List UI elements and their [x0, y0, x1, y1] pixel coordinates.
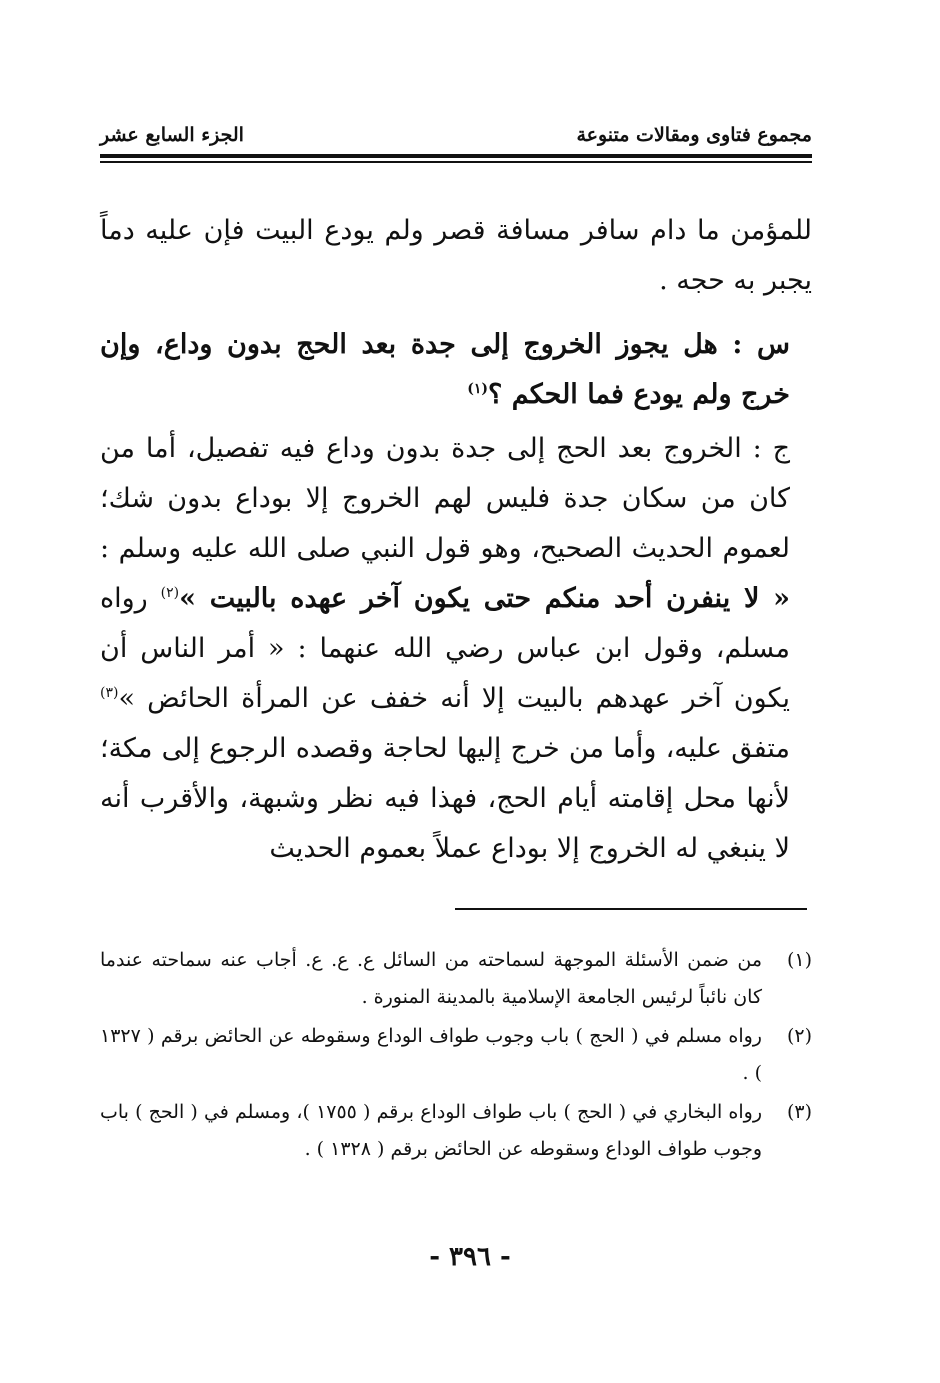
footnote-item: [100, 942, 812, 1016]
hadith-quote-1: « لا ينفرن أحد منكم حتى يكون آخر عهده بالبيت »: [179, 583, 790, 614]
answer-text-2: رواه مسلم، وقول ابن عباس رضي الله عنهما :: [100, 583, 790, 664]
footnote-separator: [455, 908, 807, 910]
footnote-number: (٣): [786, 1101, 812, 1123]
running-header: [100, 120, 812, 154]
footnote-ref-1: (١): [467, 381, 489, 397]
footnote-text: رواه مسلم في ( الحج ) باب وجوب طواف الوداع وسقوطه عن الحائض برقم ( ١٣٢٧ ) .: [100, 1025, 762, 1084]
header-rule-thick: [100, 154, 812, 158]
intro-paragraph: للمؤمن ما دام سافر مسافة قصر ولم يودع البيت فإن عليه دماً يجبر به حجه .: [100, 215, 812, 296]
footnote-ref-3: (٣): [100, 685, 119, 701]
main-text: [100, 206, 812, 874]
question-text: س : هل يجوز الخروج إلى جدة بعد الحج بدون وداع، وإن خرج ولم يودع فما الحكم ؟: [100, 329, 790, 410]
page-number: - ٣٩٦ -: [429, 1242, 511, 1272]
footnote-number: (٢): [786, 1025, 812, 1047]
footnote-text: رواه البخاري في ( الحج ) باب طواف الوداع برقم ( ١٧٥٥ )، ومسلم في ( الحج ) باب وجوب طواف الوداع وسقوطه عن الحائض برقم ( ١٣٢٨ ) .: [100, 1101, 762, 1160]
footnote-number: (١): [786, 949, 812, 971]
header-rule-thin: [100, 161, 812, 163]
footnote-item: [100, 1094, 812, 1168]
answer-text-1: ج : الخروج بعد الحج إلى جدة بدون وداع فيه تفصيل، أما من كان من سكان جدة فليس لهم الخروج إلا بوداع بدون شك؛ لعموم الحديث الصحيح، وهو قول النبي صلى الله عليه وسلم :: [100, 433, 790, 564]
answer-text-3: متفق عليه، وأما من خرج إليها لحاجة وقصده الرجوع إلى مكة؛ لأنها محل إقامته أيام الحج، فهذا فيه نظر وشبهة، والأقرب أنه لا ينبغي له الخروج إلا بوداع عملاً بعموم الحديث: [100, 733, 790, 864]
footnotes: [100, 942, 812, 1170]
book-title: مجموع فتاوى ومقالات متنوعة: [576, 124, 812, 146]
footnote-text: من ضمن الأسئلة الموجهة لسماحته من السائل ع. ع. ع. أجاب عنه سماحته عندما كان نائباً لرئيس الجامعة الإسلامية بالمدينة المنورة .: [100, 949, 762, 1008]
footnote-ref-2: (٢): [160, 585, 180, 601]
answer-paragraph: [100, 424, 812, 874]
footnote-item: [100, 1018, 812, 1092]
question-paragraph: [100, 320, 812, 420]
volume-label: الجزء السابع عشر: [100, 124, 244, 146]
hadith-quote-2: « أمر الناس أن يكون آخر عهدهم بالبيت إلا أنه خفف عن المرأة الحائض »: [100, 633, 790, 714]
